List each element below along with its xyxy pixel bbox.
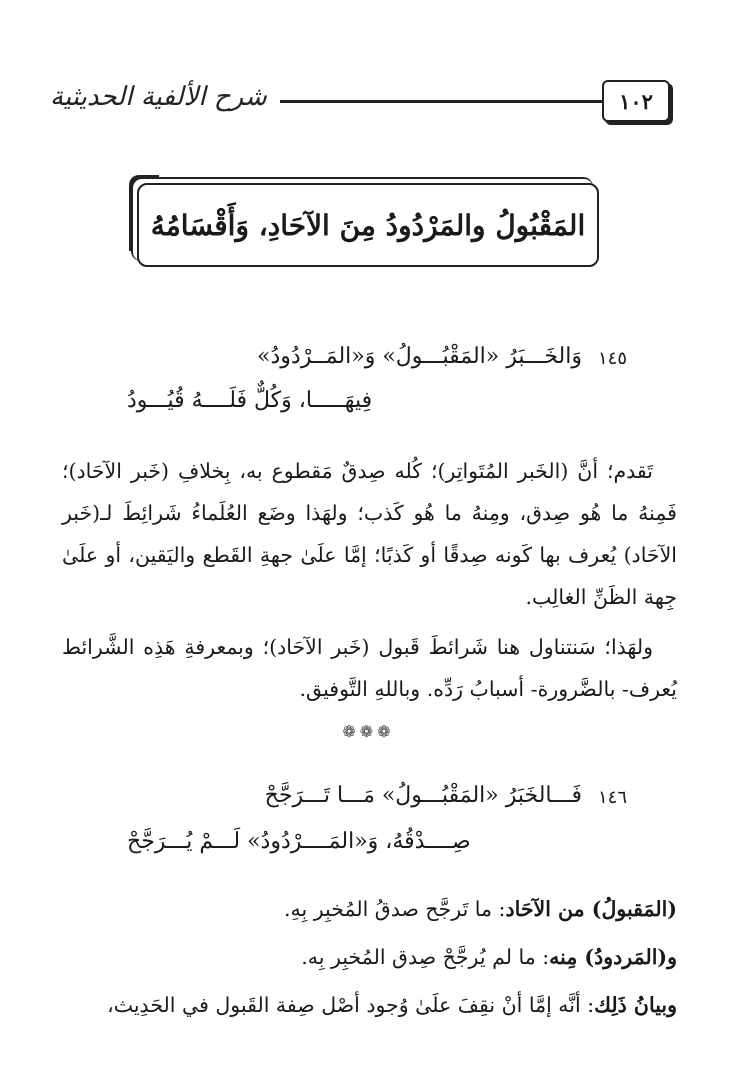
running-title: شرح الألفية الحديثية (50, 82, 267, 112)
definition-text: : ما لم يُرجَّحْ صِدق المُخبِر بِه. (301, 945, 550, 969)
section-title-frame (137, 183, 599, 267)
verse-first-hemistich: فَـــالخَبَرُ «المَقْبُـــولُ» مَـــا تَـــرَجَّحْ (264, 783, 582, 808)
term-bayan: وبيانُ ذَلِك (594, 993, 677, 1017)
paragraph-1 (62, 450, 677, 618)
definition-mardud (62, 945, 677, 969)
verse-number: ١٤٦ (597, 787, 627, 808)
header-rule (280, 100, 648, 103)
verse-145 (107, 344, 627, 424)
section-title: المَقْبُولُ والمَرْدُودُ مِنَ الآحَادِ، وَأَقْسَامُهُ (150, 208, 586, 242)
page-header (50, 78, 670, 126)
paragraph-text: تَقدم؛ أنَّ (الخَبر المُتَواتِر)؛ كُله صِدقٌ مَقطوع به، بِخلافِ (خَبر الآحَاد)؛ فَمِنهُ ما هُو صِدق، ومِنهُ ما هُو كَذب؛ ولهَذا وضَع العُلَماءُ شَرائِطَ لـ(خَبر الآحَاد) يُعرف بها كَونه صِدقًا أو كَذبًا؛ إمَّا علَىٰ جهةِ القَطع واليَقين، أو علَىٰ جِهة الظَنِّ الغالِب. (62, 459, 677, 609)
verse-second-hemistich: صِــــدْقُهُ، وَ«المَــــرْدُودُ» لَـــمْ يُـــرَجَّحْ (127, 829, 471, 854)
definition-maqbul (62, 897, 677, 921)
page-number: ١٠٢ (602, 80, 670, 122)
verse-first-hemistich: وَالخَـــبَرُ «المَقْبُـــولُ» وَ«المَــرْدُودُ» (257, 344, 582, 369)
verse-146 (107, 783, 627, 863)
ornament-divider: ❁❁❁ (342, 722, 395, 741)
term-maqbul: (المَقبولُ) من الآحَاد (505, 897, 677, 921)
verse-number: ١٤٥ (597, 348, 627, 369)
definition-text: : أنَّه إمَّا أنْ نقِفَ علَىٰ وُجود أصْل صِفة القَبول في الحَدِيث، (107, 993, 595, 1017)
verse-second-hemistich: فِيهَـــــا، وَكُلٌّ فَلَــــهُ قُيُـــودُ (127, 388, 373, 413)
term-mardud: و(المَردودُ) مِنه (549, 945, 677, 969)
definition-text: : ما تَرجَّح صدقُ المُخبِر بِهِ. (284, 897, 506, 921)
paragraph-2 (62, 626, 677, 710)
definition-bayan (62, 993, 677, 1017)
paragraph-text: ولهَذا؛ سَنتناول هنا شَرائطَ قَبول (خَبر الآحَاد)؛ وبمعرفةِ هَذِه الشَّرائط يُعرف- بالضَّرورة- أسبابُ رَدِّه. وباللهِ التَّوفيق. (62, 635, 677, 701)
